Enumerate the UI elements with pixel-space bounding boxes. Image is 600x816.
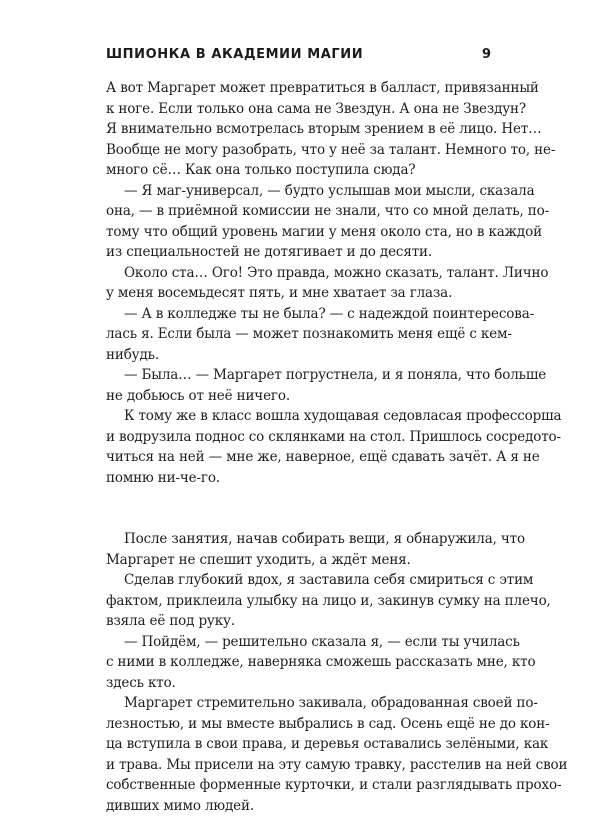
text-line: — Пойдём, — решительно сказала я, — если ты училась [106,632,496,653]
text-line: Около ста… Ого! Это правда, можно сказать, талант. Лично [106,263,496,284]
text-line: здесь кто. [106,673,496,694]
text-line: и трава. Мы присели на эту самую травку, расстелив на ней свои [106,755,496,776]
text-line: К тому же в класс вошла худощавая седовласая профессорша [106,406,496,427]
text-line: из специальностей не дотягивает и до десяти. [106,242,496,263]
text-line: к ноге. Если только она сама не Звездун. А она не Звездун? [106,99,496,120]
text-line: много сё… Как она только поступила сюда? [106,160,496,181]
text-line: читься на ней — мне же, наверное, ещё сдавать зачёт. А я не [106,447,496,468]
text-line: у меня восемьдесят пять, и мне хватает за глаза. [106,283,496,304]
text-line: помню ни-че-го. [106,468,496,489]
page-header [0,47,600,67]
text-line: ца вступила в свои права, и деревья оставались зелёными, как [106,734,496,755]
text-line: дивших мимо людей. [106,796,496,816]
text-line: Я внимательно всмотрелась вторым зрением в её лицо. Нет… [106,119,496,140]
text-line: А вот Маргарет может превратиться в балласт, привязанный [106,78,496,99]
text-line: Сделав глубокий вдох, я заставила себя смириться с этим [106,570,496,591]
text-line: лезностью, и мы вместе выбрались в сад. Осень ещё не до кон- [106,714,496,735]
text-line: не добьюсь от неё ничего. [106,386,496,407]
text-line: Вообще не могу разобрать, что у неё за талант. Немного то, не- [106,140,496,161]
text-line: тому что общий уровень магии у меня около ста, но в каждой [106,222,496,243]
text-line: — Я маг-универсал, — будто услышав мои мысли, сказала [106,181,496,202]
section-break [106,509,496,530]
page-number: 9 [482,47,491,62]
text-line: с ними в колледже, наверняка сможешь рассказать мне, кто [106,652,496,673]
text-line: Маргарет стремительно закивала, обрадованная своей по- [106,693,496,714]
text-line: — Была… — Маргарет погрустнела, и я поняла, что больше [106,365,496,386]
running-title: ШПИОНКА В АКАДЕМИИ МАГИИ [106,47,363,62]
section-break [106,488,496,509]
text-line: Маргарет не спешит уходить, а ждёт меня. [106,550,496,571]
text-line: и водрузила поднос со склянками на стол. Пришлось сосредото- [106,427,496,448]
body-text [106,78,496,816]
text-line: — А в колледже ты не была? — с надеждой поинтересова- [106,304,496,325]
text-line: она, — в приёмной комиссии не знали, что со мной делать, по- [106,201,496,222]
text-line: нибудь. [106,345,496,366]
text-line: собственные форменные курточки, и стали разглядывать прохо- [106,775,496,796]
text-line: лась я. Если была — может познакомить меня ещё с кем- [106,324,496,345]
text-line: взяла её под руку. [106,611,496,632]
text-line: фактом, приклеила улыбку на лицо и, закинув сумку на плечо, [106,591,496,612]
text-line: После занятия, начав собирать вещи, я обнаружила, что [106,529,496,550]
